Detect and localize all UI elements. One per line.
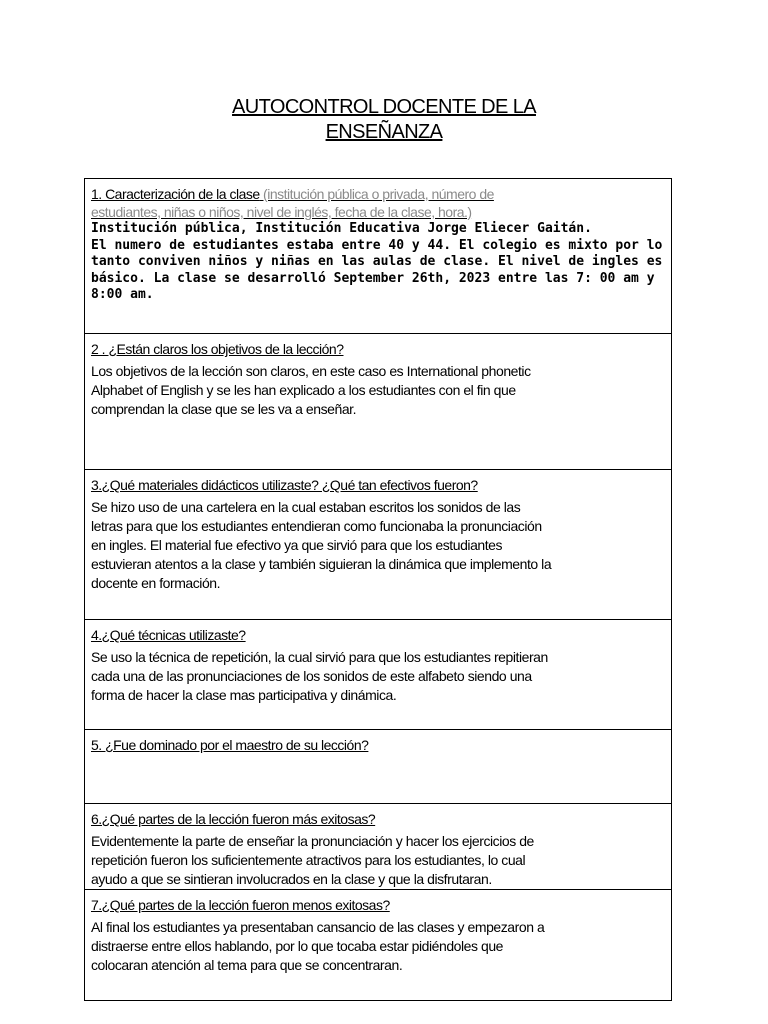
section-1-question: 1. Caracterización de la clase xyxy=(91,186,260,202)
section-3-answer xyxy=(91,498,665,593)
answer-line: Se hizo uso de una cartelera en la cual estaban escritos los sonidos de las xyxy=(91,499,521,515)
evaluation-table xyxy=(84,178,672,1001)
answer-line: estuvieran atentos a la clase y también siguieran la dinámica que implemento la xyxy=(91,556,552,572)
section-2-question: 2 . ¿Están claros los objetivos de la lección? xyxy=(91,341,344,357)
answer-line: Institución pública, Institución Educativa Jorge Eliecer Gaitán. xyxy=(91,221,592,236)
section-5-question: 5. ¿Fue dominado por el maestro de su lección? xyxy=(91,737,369,753)
section-7-answer xyxy=(91,918,665,975)
section-7-question: 7.¿Qué partes de la lección fueron menos exitosas? xyxy=(91,897,390,913)
answer-line: letras para que los estudiantes entendieran como funcionaba la pronunciación xyxy=(91,518,542,534)
section-5-dominio xyxy=(85,729,671,803)
section-2-answer xyxy=(91,362,665,419)
answer-line: Los objetivos de la lección son claros, en este caso es International phonetic xyxy=(91,363,531,379)
section-4-question: 4.¿Qué técnicas utilizaste? xyxy=(91,627,246,643)
answer-line: 8:00 am. xyxy=(91,287,154,302)
answer-line: en ingles. El material fue efectivo ya que sirvió para que los estudiantes xyxy=(91,537,503,553)
answer-line: Alphabet of English y se les han explicado a los estudiantes con el fin que xyxy=(91,382,516,398)
section-6-answer xyxy=(91,832,665,889)
section-3-question: 3.¿Qué materiales didácticos utilizaste? ¿Qué tan efectivos fueron? xyxy=(91,477,478,493)
answer-line: forma de hacer la clase mas participativa y dinámica. xyxy=(91,687,397,703)
title-line-1: AUTOCONTROL DOCENTE DE LA xyxy=(232,96,536,118)
answer-line: El numero de estudiantes estaba entre 40 y 44. El colegio es mixto por lo xyxy=(91,237,663,253)
answer-line: ayudo a que se sintieran involucrados en la clase y que la disfrutaran. xyxy=(91,871,492,887)
section-1-answer xyxy=(91,221,665,304)
section-6-exitosas xyxy=(85,803,671,889)
section-1-hint-line-2: estudiantes, niñas o niños, nivel de inglés, fecha de la clase, hora.) xyxy=(91,204,472,220)
section-7-menos-exitosas xyxy=(85,889,671,1000)
answer-line: distraerse entre ellos hablando, por lo que tocaba estar pidiéndoles que xyxy=(91,938,504,954)
answer-line: colocaran atención al tema para que se concentraran. xyxy=(91,957,403,973)
answer-line: tanto conviven niños y niñas en las aulas de clase. El nivel de ingles es xyxy=(91,254,663,269)
answer-line: básico. La clase se desarrolló September 26th, 2023 entre las 7: 00 am y xyxy=(91,270,655,286)
section-1-caracterizacion xyxy=(85,179,671,333)
document-title xyxy=(0,95,768,145)
answer-line: cada una de las pronunciaciones de los sonidos de este alfabeto siendo una xyxy=(91,668,532,684)
section-3-materiales xyxy=(85,469,671,619)
answer-line: repetición fueron los suficientemente atractivos para los estudiantes, lo cual xyxy=(91,852,526,868)
title-line-2: ENSEÑANZA xyxy=(325,121,443,143)
answer-line: Evidentemente la parte de enseñar la pronunciación y hacer los ejercicios de xyxy=(91,833,534,849)
section-1-hint-line-1: (institución pública o privada, número de xyxy=(259,186,494,202)
answer-line: Se uso la técnica de repetición, la cual sirvió para que los estudiantes repitieran xyxy=(91,649,548,665)
section-2-objetivos xyxy=(85,333,671,469)
section-4-tecnicas xyxy=(85,619,671,729)
section-1-question-block xyxy=(91,185,665,221)
section-6-question: 6.¿Qué partes de la lección fueron más exitosas? xyxy=(91,811,376,827)
answer-line: docente en formación. xyxy=(91,575,221,591)
answer-line: comprendan la clase que se les va a enseñar. xyxy=(91,401,357,417)
section-4-answer xyxy=(91,648,665,705)
answer-line: Al final los estudiantes ya presentaban cansancio de las clases y empezaron a xyxy=(91,919,545,935)
